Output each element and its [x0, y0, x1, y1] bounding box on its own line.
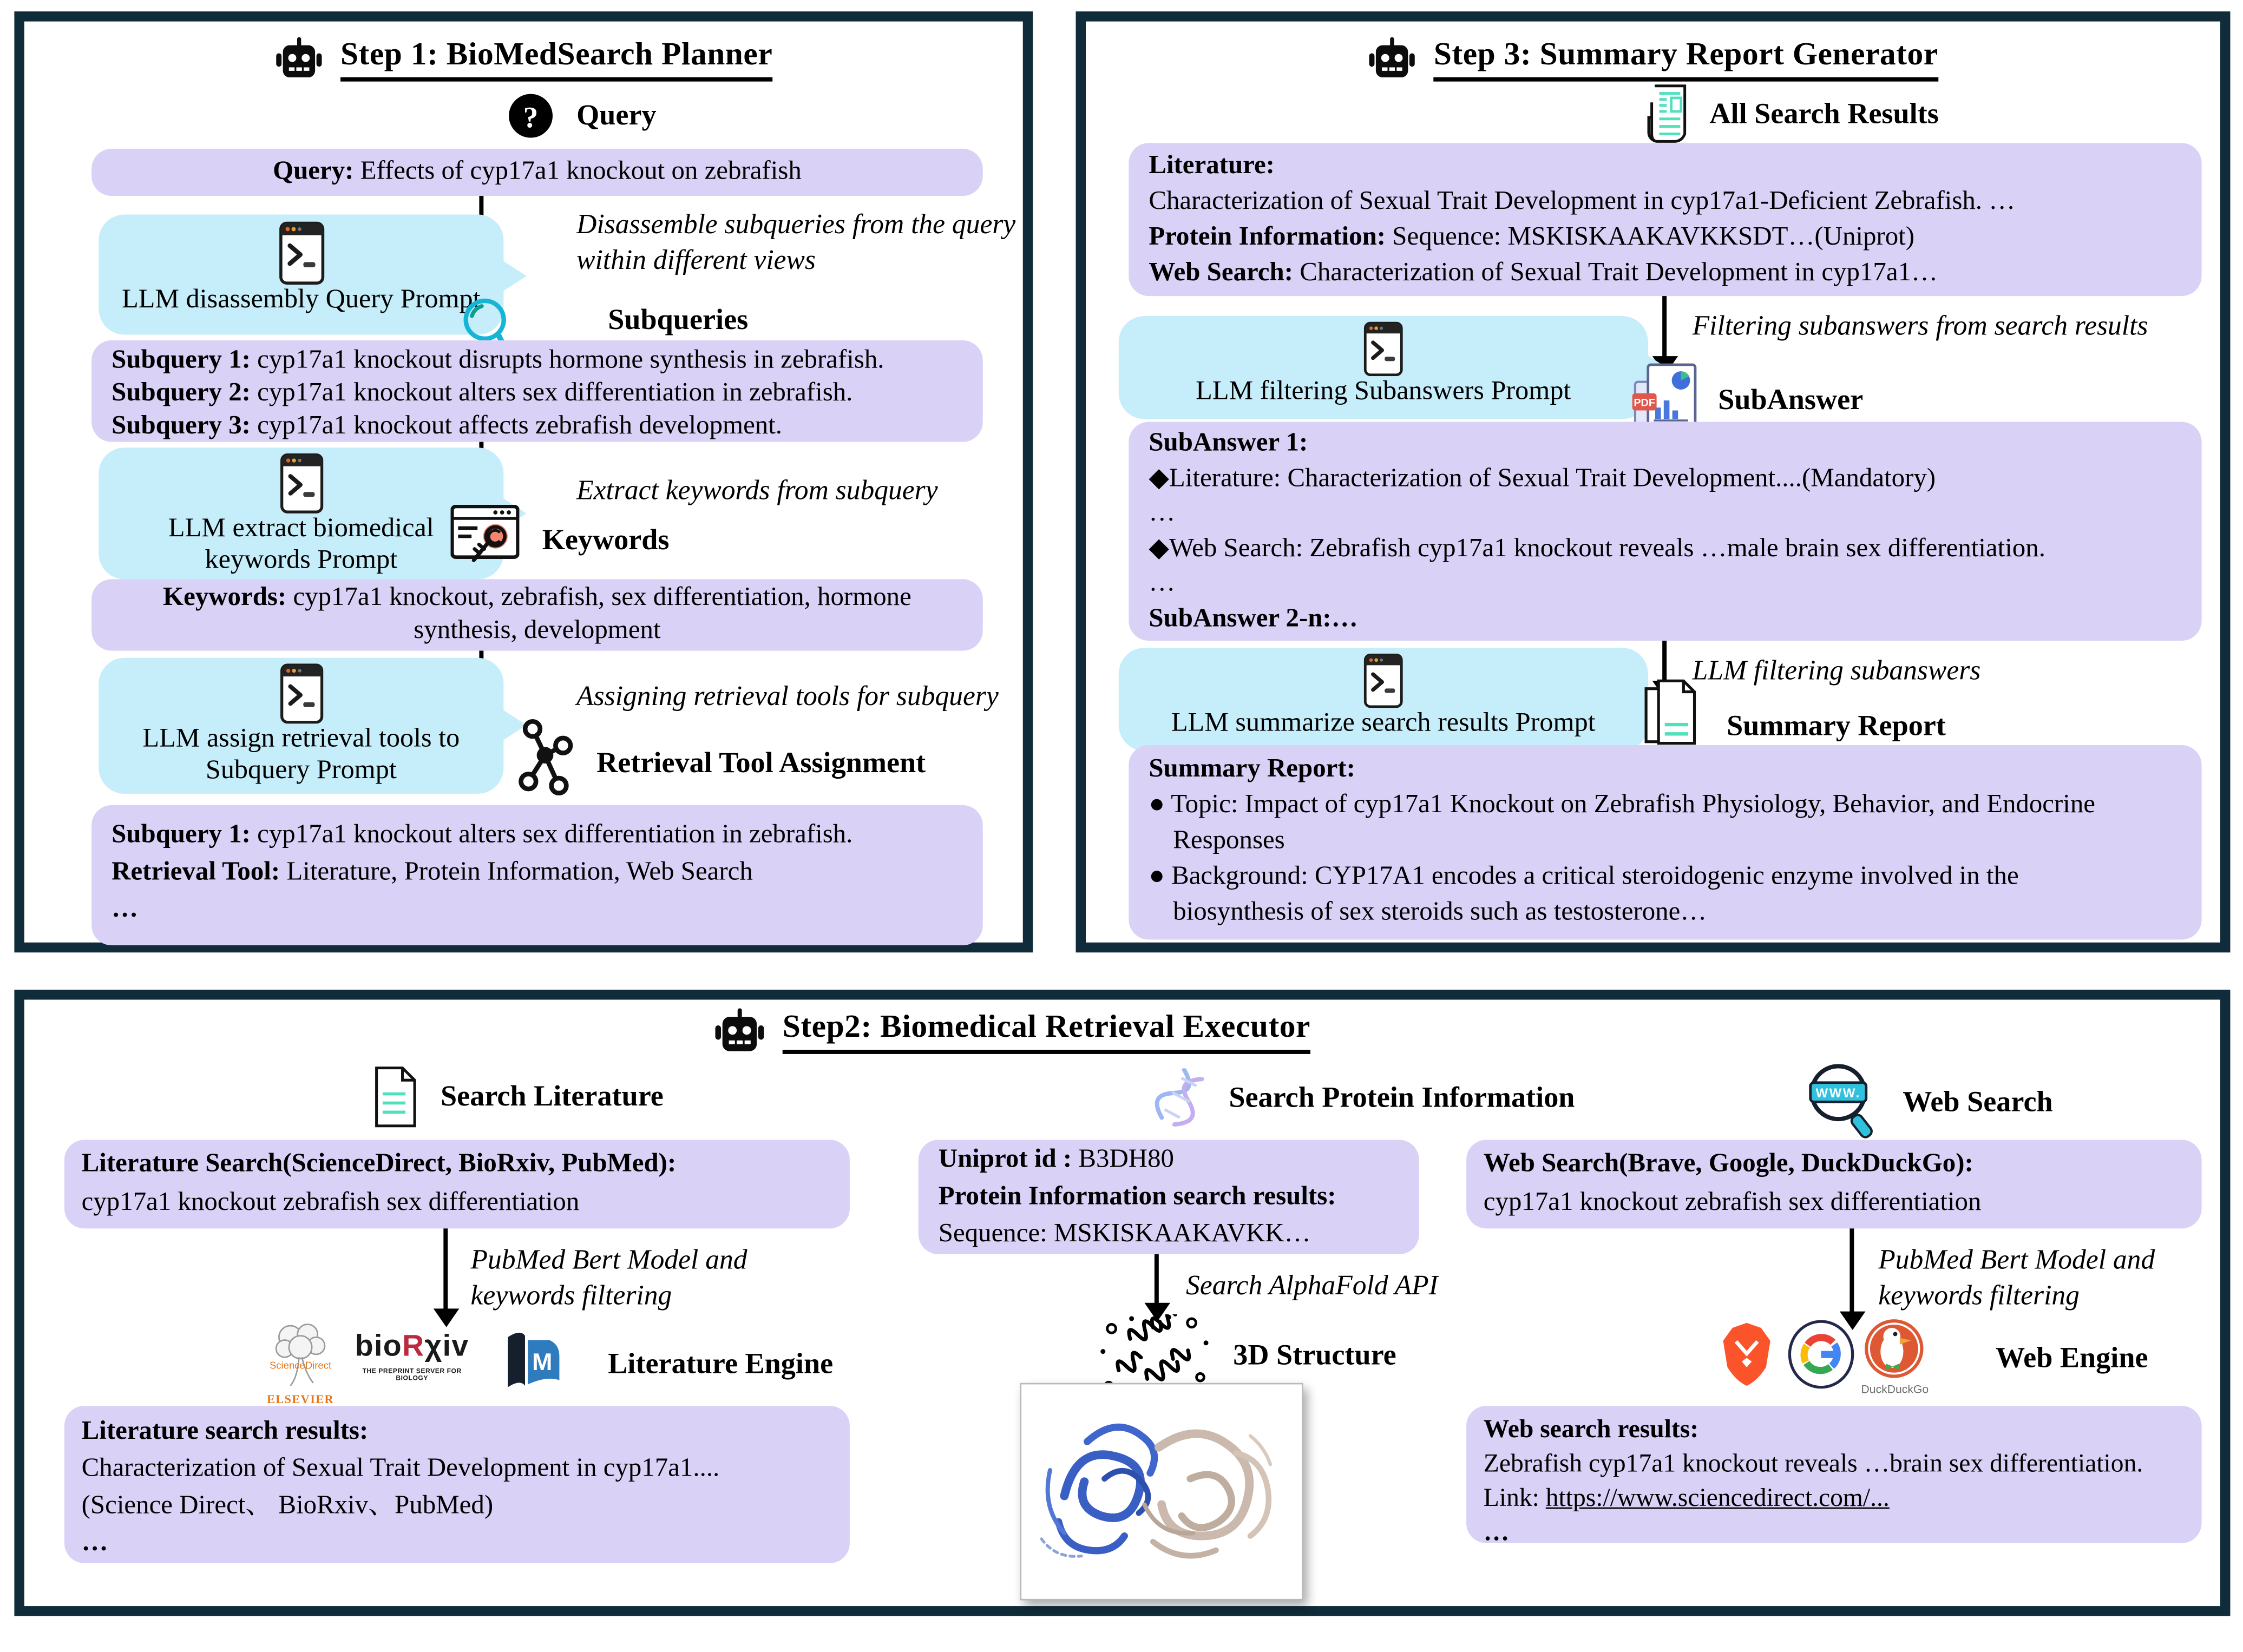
google-logo	[1787, 1320, 1855, 1388]
biorxiv-text-r: R	[402, 1330, 425, 1363]
arrow-results-to-subanswer	[1662, 296, 1667, 359]
keywords-box-line2: synthesis, development	[414, 616, 661, 645]
bubble-llm-assign-line2: Subquery Prompt	[205, 755, 397, 786]
panel-step2-biomedical-retrieval-executor	[14, 990, 2230, 1616]
terminal-icon	[280, 453, 323, 514]
web-results-box	[1466, 1406, 2202, 1546]
question-mark-icon	[508, 93, 554, 139]
bubble-llm-extract-keywords	[99, 447, 503, 579]
keywords-box-lead: Keywords:	[163, 583, 287, 613]
lit-results-line1: Literature search results:	[81, 1417, 369, 1446]
subanswer-label: SubAnswer	[1718, 384, 1864, 417]
step2-title: Step2: Biomedical Retrieval Executor	[783, 1008, 1310, 1054]
web-box-text: cyp17a1 knockout zebrafish sex differentiation	[1483, 1188, 1982, 1217]
assignment-box	[91, 805, 983, 945]
step1-title: Step 1: BioMedSearch Planner	[340, 36, 772, 82]
query-box	[91, 149, 983, 196]
bubble-llm-filtering-subanswers	[1119, 316, 1648, 419]
assignment-line1-lead: Subquery 1:	[112, 821, 251, 850]
svg-text:?: ?	[523, 101, 539, 135]
web-search-box	[1466, 1140, 2202, 1228]
duckduckgo-logo	[1861, 1317, 1927, 1396]
subqueries-label: Subqueries	[608, 304, 749, 337]
web-search-row	[1802, 1063, 2052, 1143]
web-arrow-label2: keywords filtering	[1878, 1281, 2080, 1312]
summary-line2: ● Topic: Impact of cyp17a1 Knockout on Zebrafish Physiology, Behavior, and Endocrine	[1149, 791, 2096, 820]
protein-arrow-label: Search AlphaFold API	[1186, 1271, 1438, 1302]
web-results-line2: Zebrafish cyp17a1 knockout reveals …brain sex differentiation.	[1483, 1449, 2143, 1478]
summary-report-label: Summary Report	[1727, 710, 1946, 742]
elsevier-text: ELSEVIER	[266, 1392, 335, 1406]
molecule-network-icon	[514, 716, 576, 799]
bubble-llm-summarize	[1119, 648, 1648, 751]
svg-text:M: M	[532, 1347, 553, 1375]
lit-box-lead: Literature Search(ScienceDirect, BioRxiv, PubMed):	[81, 1149, 677, 1179]
terminal-icon	[278, 222, 324, 285]
web-results-line1: Web search results:	[1483, 1414, 1699, 1443]
query-label: Query	[576, 99, 657, 131]
sciencedirect-link[interactable]: https://www.sciencedirect.com/...	[1545, 1483, 1890, 1512]
biorxiv-caption: THE PREPRINT SERVER FOR BIOLOGY	[362, 1367, 462, 1382]
biorxiv-logo	[351, 1332, 474, 1382]
keywords-label: Keywords	[542, 524, 670, 557]
summary-line4: ● Background: CYP17A1 encodes a critical steroidogenic enzyme involved in the	[1149, 862, 2019, 891]
biorxiv-text-xiv: χiv	[424, 1330, 469, 1363]
bubble-llm-extract-line2: keywords Prompt	[205, 544, 398, 575]
document-icon	[372, 1065, 418, 1128]
web-results-link-lead: Link:	[1483, 1483, 1546, 1512]
web-box-lead: Web Search(Brave, Google, DuckDuckGo):	[1483, 1149, 1973, 1179]
literature-results-box	[64, 1406, 850, 1563]
svg-text:WWW.: WWW.	[1815, 1085, 1861, 1101]
assignment-line3: …	[112, 895, 139, 924]
robot-icon	[714, 1008, 765, 1054]
all-search-results-label: All Search Results	[1709, 98, 1939, 130]
www-magnifier-icon	[1802, 1063, 1877, 1143]
subquery3-text: cyp17a1 knockout affects zebrafish development.	[250, 412, 783, 441]
subquery1-text: cyp17a1 knockout disrupts hormone synthesis in zebrafish.	[250, 346, 884, 375]
lit-arrow-label2: keywords filtering	[470, 1281, 672, 1312]
subquery3-lead: Subquery 3:	[112, 412, 251, 441]
duckduckgo-caption: DuckDuckGo	[1861, 1383, 1929, 1396]
subanswer-line6: SubAnswer 2-n:…	[1149, 604, 1358, 633]
terminal-icon	[1363, 322, 1403, 376]
web-engine-label: Web Engine	[1995, 1342, 2148, 1374]
web-results-line4: …	[1483, 1517, 1510, 1546]
step1-header	[24, 36, 1023, 82]
lit-results-line2: Characterization of Sexual Trait Development in cyp17a1....	[81, 1454, 720, 1483]
subanswer-line1: SubAnswer 1:	[1149, 429, 1308, 458]
summary-line1: Summary Report:	[1149, 755, 1355, 784]
flow2-label: LLM filtering subanswers	[1692, 656, 1981, 687]
flow1-label-line1: Disassemble subqueries from the query	[576, 210, 1016, 241]
bubble-llm-disassembly-text: LLM disassembly Query Prompt	[122, 284, 481, 315]
step3-title: Step 3: Summary Report Generator	[1434, 36, 1938, 82]
flow1-label: Filtering subanswers from search results	[1692, 312, 2148, 342]
web-arrow-label1: PubMed Bert Model and	[1878, 1246, 2155, 1276]
subquery2-lead: Subquery 2:	[112, 379, 251, 408]
subquery1-lead: Subquery 1:	[112, 346, 251, 375]
protein-line1-text: B3DH80	[1072, 1146, 1174, 1174]
assignment-line2-lead: Retrieval Tool:	[112, 858, 280, 887]
lit-results-line4: …	[81, 1529, 108, 1558]
subanswer-line2: ◆Literature: Characterization of Sexual Trait Development....(Mandatory)	[1149, 464, 1936, 493]
bubble-llm-assign-tools	[99, 658, 503, 794]
subanswer-line5: …	[1149, 569, 1176, 598]
panel-step3-summary-report-generator	[1076, 11, 2231, 952]
literature-engine-label: Literature Engine	[608, 1348, 834, 1380]
terminal-icon	[1363, 654, 1403, 708]
protein-line1-lead: Uniprot id :	[938, 1146, 1072, 1174]
dna-icon	[1152, 1068, 1209, 1128]
query-box-text: Effects of cyp17a1 knockout on zebrafish	[353, 157, 802, 186]
all-search-results-row	[1641, 84, 1939, 144]
protein-3d-structure-image	[1020, 1383, 1303, 1601]
lit-results-line3: (Science Direct、 BioRxiv、PubMed)	[81, 1491, 494, 1521]
bubble-llm-extract-line1: LLM extract biomedical	[168, 513, 434, 544]
all-results-box	[1129, 143, 2201, 296]
biorxiv-text-bio: bio	[355, 1330, 402, 1363]
arrow-protein-to-structure	[1155, 1254, 1159, 1306]
brave-logo	[1720, 1320, 1774, 1388]
protein-search-box	[919, 1140, 1419, 1254]
keywords-key-icon	[451, 505, 520, 568]
search-protein-row	[1152, 1068, 1575, 1128]
literature-search-box	[64, 1140, 850, 1228]
bubble-llm-disassembly	[99, 214, 503, 334]
results-line1: Literature:	[1149, 152, 1275, 181]
results-line3-lead: Protein Information:	[1149, 223, 1386, 252]
robot-icon	[1368, 37, 1416, 80]
news-document-icon	[1641, 84, 1687, 144]
flow2-label: Extract keywords from subquery	[576, 476, 938, 506]
subanswer-line4: ◆Web Search: Zebrafish cyp17a1 knockout reveals …male brain sex differentiation.	[1149, 534, 2045, 563]
flow3-label: Assigning retrieval tools for subquery	[576, 682, 999, 713]
search-protein-label: Search Protein Information	[1229, 1082, 1575, 1114]
svg-text:PDF: PDF	[1634, 397, 1655, 409]
summary-report-doc-icon	[1641, 679, 1698, 748]
search-literature-label: Search Literature	[441, 1080, 664, 1112]
arrow-web-to-engine	[1850, 1228, 1854, 1314]
structure-3d-label: 3D Structure	[1233, 1340, 1396, 1372]
subanswer-box	[1129, 422, 2201, 641]
results-line3-text: Sequence: MSKISKAAKAVKKSDT…(Uniprot)	[1386, 223, 1915, 252]
bubble-llm-filtering-text: LLM filtering Subanswers Prompt	[1196, 376, 1571, 406]
summary-line3: Responses	[1173, 826, 1285, 855]
subqueries-box	[91, 340, 983, 442]
sciencedirect-elsevier-logo	[265, 1320, 336, 1409]
sciencedirect-text: ScienceDirect	[269, 1359, 332, 1371]
pubmed-logo	[499, 1328, 565, 1394]
lit-arrow-label1: PubMed Bert Model and	[470, 1246, 747, 1276]
robot-icon	[274, 37, 323, 80]
query-box-lead: Query:	[273, 157, 354, 186]
bubble-llm-summarize-text: LLM summarize search results Prompt	[1171, 708, 1596, 738]
assignment-line1-text: cyp17a1 knockout alters sex differentiation in zebrafish.	[250, 821, 853, 850]
protein-line2: Protein Information search results:	[938, 1182, 1336, 1212]
results-line2: Characterization of Sexual Trait Development in cyp17a1-Deficient Zebrafish. …	[1149, 187, 2016, 216]
lit-box-text: cyp17a1 knockout zebrafish sex differentiation	[81, 1188, 580, 1217]
arrow-lit-to-engine	[443, 1228, 448, 1311]
panel-step1-biomedsearch-planner	[14, 11, 1033, 952]
query-row	[508, 93, 656, 139]
subquery2-text: cyp17a1 knockout alters sex differentiation in zebrafish.	[250, 379, 853, 408]
assignment-label: Retrieval Tool Assignment	[596, 748, 926, 780]
results-line4-lead: Web Search:	[1149, 259, 1294, 288]
bubble-llm-assign-line1: LLM assign retrieval tools to	[142, 723, 460, 754]
assignment-line2-text: Literature, Protein Information, Web Search	[280, 858, 753, 887]
search-literature-row	[372, 1065, 664, 1128]
step3-header	[1086, 36, 2220, 82]
step2-header	[714, 1008, 1310, 1054]
web-search-label: Web Search	[1903, 1086, 2053, 1118]
keywords-box	[91, 579, 983, 650]
terminal-icon	[280, 663, 323, 723]
results-line4-text: Characterization of Sexual Trait Development in cyp17a1…	[1293, 259, 1938, 288]
protein-line3: Sequence: MSKISKAAKAVKK…	[938, 1220, 1311, 1249]
arrow-subanswer-to-summary	[1662, 641, 1667, 683]
flow1-label-line2: within different views	[576, 246, 816, 277]
subanswer-line3: …	[1149, 499, 1176, 528]
keywords-box-line1: cyp17a1 knockout, zebrafish, sex differentiation, hormone	[286, 583, 911, 613]
summary-report-box	[1129, 745, 2201, 939]
summary-line5: biosynthesis of sex steroids such as testosterone…	[1173, 898, 1707, 927]
